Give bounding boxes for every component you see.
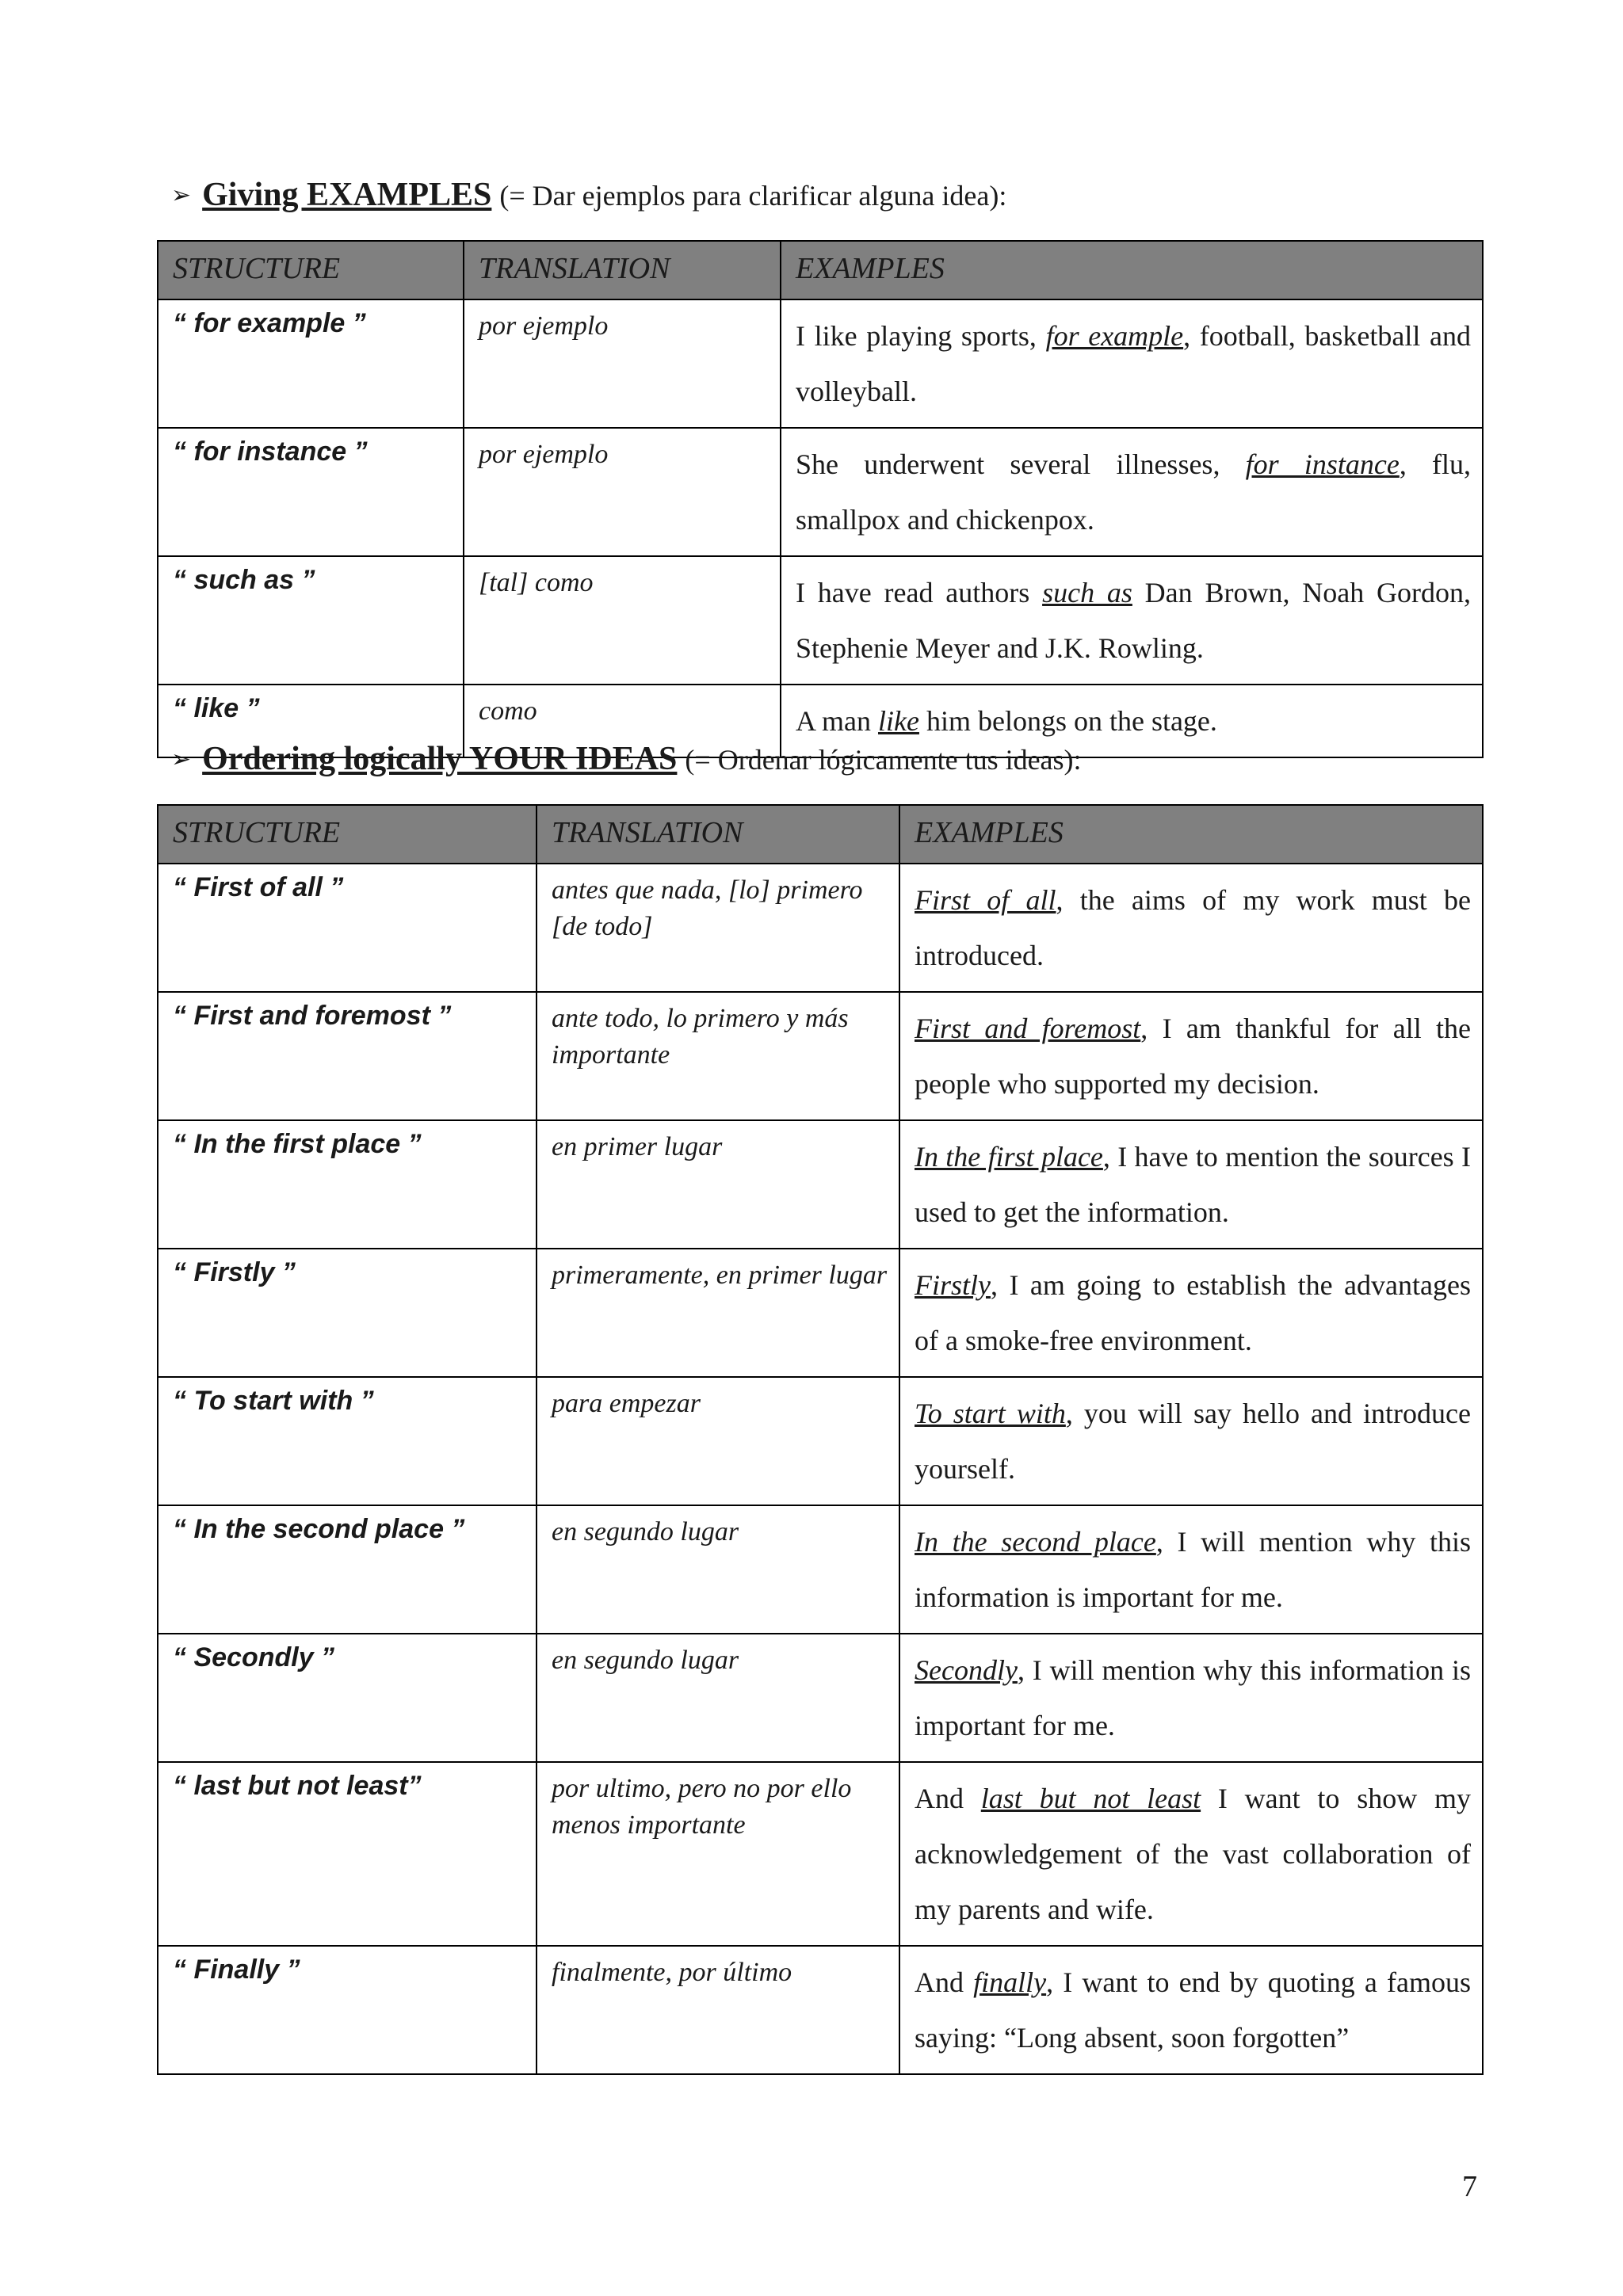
table-row <box>158 1249 1483 1377</box>
example-keyword: last but not least <box>980 1783 1201 1814</box>
structure-cell: “ First and foremost ” <box>158 992 537 1120</box>
translation-cell: finalmente, por último <box>537 1946 899 2074</box>
table-row <box>158 864 1483 992</box>
example-keyword: for example <box>1045 320 1184 352</box>
example-cell <box>899 1505 1483 1634</box>
translation-cell: en primer lugar <box>537 1120 899 1249</box>
example-keyword: In the first place <box>915 1141 1103 1173</box>
example-keyword: like <box>878 705 919 737</box>
example-keyword: To start with <box>915 1398 1066 1429</box>
page-number: 7 <box>1462 2170 1477 2203</box>
table-row <box>158 1377 1483 1505</box>
structure-cell: “ for example ” <box>158 299 464 428</box>
example-keyword: such as <box>1042 577 1132 608</box>
translation-cell: para empezar <box>537 1377 899 1505</box>
structure-cell: “ Finally ” <box>158 1946 537 2074</box>
example-text-after: , I am thankful for all the people who supported my decision. <box>915 1013 1471 1100</box>
structure-cell: “ such as ” <box>158 556 464 685</box>
examples-table <box>157 240 1484 758</box>
example-keyword: First and foremost <box>915 1013 1141 1044</box>
example-text-after: , football, basketball and volleyball. <box>796 320 1471 407</box>
structure-cell: “ First of all ” <box>158 864 537 992</box>
table-row <box>158 1762 1483 1946</box>
section-gloss: (= Dar ejemplos para clarificar alguna idea): <box>499 180 1007 212</box>
example-text-after: , the aims of my work must be introduced. <box>915 884 1471 971</box>
structure-cell: “ like ” <box>158 685 464 757</box>
example-text-after: , you will say hello and introduce yourself. <box>915 1398 1471 1485</box>
example-text-before: And <box>915 1783 981 1814</box>
ordering-table <box>157 804 1484 2075</box>
header-structure: STRUCTURE <box>158 241 464 299</box>
example-text-after: Dan Brown, Noah Gordon, Stephenie Meyer and J.K. Rowling. <box>796 577 1472 664</box>
structure-cell: “ for instance ” <box>158 428 464 556</box>
structure-cell: “ In the first place ” <box>158 1120 537 1249</box>
example-keyword: In the second place <box>915 1526 1156 1558</box>
example-keyword: for instance <box>1245 448 1400 480</box>
table-header-row <box>158 805 1483 864</box>
translation-cell: [tal] como <box>464 556 781 685</box>
arrow-bullet-icon: ➢ <box>171 746 192 773</box>
example-text-after: , I will mention why this information is important for me. <box>915 1526 1471 1613</box>
translation-cell: por ultimo, pero no por ello menos importante <box>537 1762 899 1946</box>
table-header-row <box>158 241 1483 299</box>
header-translation: TRANSLATION <box>537 805 899 864</box>
structure-cell: “ To start with ” <box>158 1377 537 1505</box>
example-keyword: First of all <box>915 884 1056 916</box>
table-row <box>158 1946 1483 2074</box>
structure-cell: “ Firstly ” <box>158 1249 537 1377</box>
section-gloss: (= Ordenar lógicamente tus ideas): <box>685 744 1082 776</box>
example-text-before: She underwent several illnesses, <box>796 448 1246 480</box>
example-cell <box>899 1120 1483 1249</box>
example-text-before: A man <box>796 705 878 737</box>
example-text-after: him belongs on the stage. <box>918 705 1217 737</box>
example-text-after: , I have to mention the sources I used to get the information. <box>915 1141 1471 1228</box>
translation-cell: primeramente, en primer lugar <box>537 1249 899 1377</box>
example-cell <box>899 1946 1483 2074</box>
header-structure: STRUCTURE <box>158 805 537 864</box>
example-text-before: And <box>915 1966 974 1998</box>
example-text-after: I want to show my acknowledgement of the vast collaboration of my parents and wife. <box>915 1783 1471 1925</box>
table-row <box>158 1505 1483 1634</box>
header-examples: EXAMPLES <box>781 241 1483 299</box>
header-examples: EXAMPLES <box>899 805 1483 864</box>
translation-cell: por ejemplo <box>464 428 781 556</box>
example-cell <box>899 864 1483 992</box>
section-heading-ordering <box>171 740 1082 778</box>
example-cell <box>781 299 1483 428</box>
example-text-before: I like playing sports, <box>796 320 1046 352</box>
header-translation: TRANSLATION <box>464 241 781 299</box>
structure-cell: “ last but not least” <box>158 1762 537 1946</box>
table-row <box>158 299 1483 428</box>
arrow-bullet-icon: ➢ <box>171 181 192 209</box>
translation-cell: ante todo, lo primero y más importante <box>537 992 899 1120</box>
table-row <box>158 992 1483 1120</box>
table-row <box>158 556 1483 685</box>
table-row <box>158 1120 1483 1249</box>
table-row <box>158 428 1483 556</box>
translation-cell: como <box>464 685 781 757</box>
example-cell <box>899 1249 1483 1377</box>
section-title: Giving EXAMPLES <box>202 177 492 213</box>
structure-cell: “ Secondly ” <box>158 1634 537 1762</box>
example-text-after: , I will mention why this information is important for me. <box>915 1654 1471 1741</box>
example-keyword: Secondly <box>915 1654 1018 1686</box>
structure-cell: “ In the second place ” <box>158 1505 537 1634</box>
translation-cell: en segundo lugar <box>537 1505 899 1634</box>
example-cell <box>899 1634 1483 1762</box>
table-row <box>158 1634 1483 1762</box>
translation-cell: antes que nada, [lo] primero [de todo] <box>537 864 899 992</box>
example-cell <box>899 1762 1483 1946</box>
section-heading-examples <box>171 176 1006 214</box>
example-cell <box>899 992 1483 1120</box>
translation-cell: por ejemplo <box>464 299 781 428</box>
example-text-after: , I want to end by quoting a famous saying: “Long absent, soon forgotten” <box>915 1966 1471 2054</box>
example-cell <box>899 1377 1483 1505</box>
example-keyword: Firstly <box>915 1269 991 1301</box>
example-cell <box>781 556 1483 685</box>
translation-cell: en segundo lugar <box>537 1634 899 1762</box>
example-text-before: I have read authors <box>796 577 1043 608</box>
example-cell <box>781 428 1483 556</box>
example-text-after: , I am going to establish the advantages of a smoke-free environment. <box>915 1269 1471 1356</box>
example-text-after: , flu, smallpox and chickenpox. <box>796 448 1472 536</box>
section-title: Ordering logically YOUR IDEAS <box>202 741 678 777</box>
example-keyword: finally <box>973 1966 1047 1998</box>
